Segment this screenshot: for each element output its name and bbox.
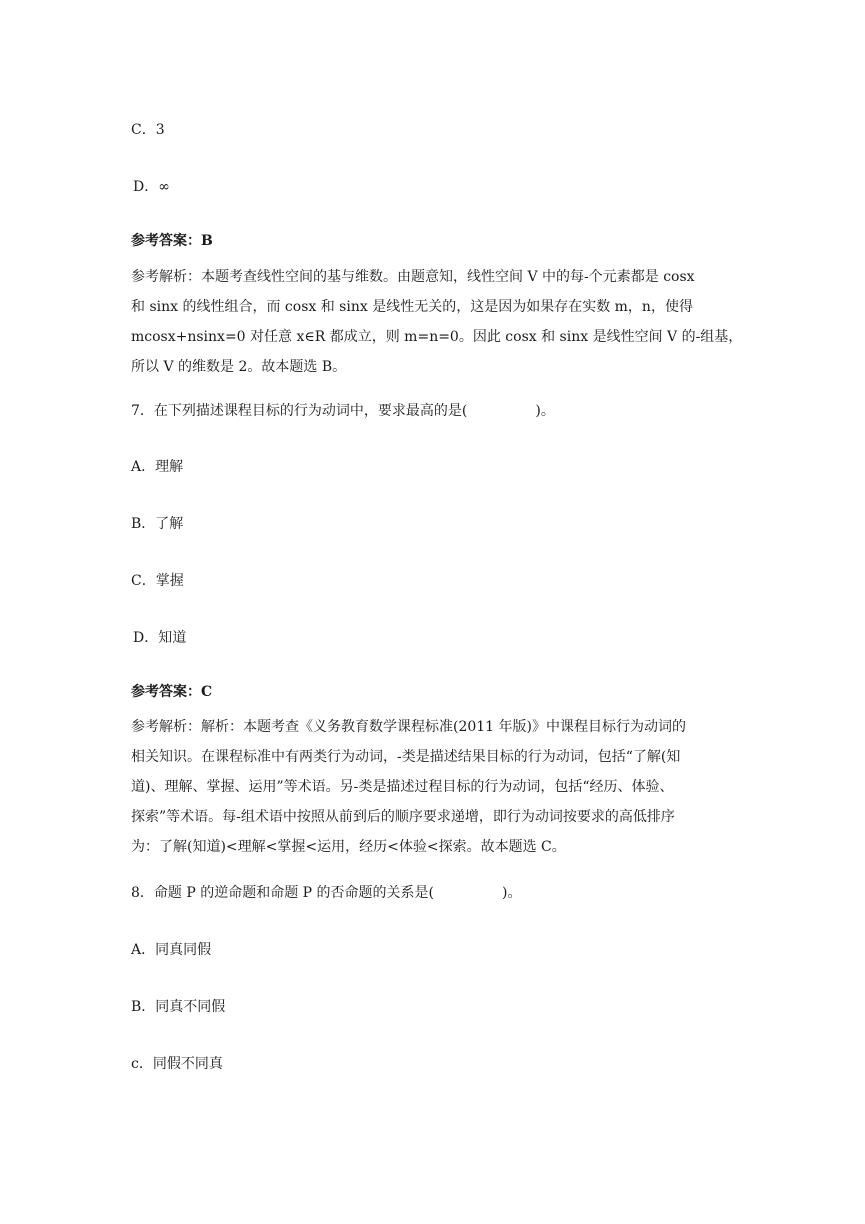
q7-analysis-line: 参考解析：解析：本题考查《义务教育数学课程标准(2011 年版)》中课程目标行为动词的 [131, 719, 687, 735]
q7-analysis-line: 相关知识。在课程标准中有两类行为动词，-类是描述结果目标的行为动词，包括“了解(知 [131, 749, 681, 765]
q6-analysis [131, 262, 743, 382]
q7-option-d: D．知道 [133, 630, 187, 646]
q6-analysis-line: 所以 V 的维数是 2。故本题选 B。 [131, 359, 347, 375]
q8-stem-text: 8．命题 P 的逆命题和命题 P 的否命题的关系是( [131, 885, 435, 901]
q7-option-c: C．掌握 [131, 573, 184, 589]
q8-option-a: A．同真同假 [131, 942, 212, 958]
q7-answer: 参考答案：C [131, 684, 213, 700]
q7-option-b: B．了解 [131, 516, 184, 532]
q7-analysis-line: 道)、理解、掌握、运用”等术语。另-类是描述过程目标的行为动词，包括“经历、体验、 [131, 779, 674, 795]
q8-stem [131, 883, 521, 903]
q8-stem-end: )。 [502, 885, 522, 901]
q7-stem-text: 7．在下列描述课程目标的行为动词中，要求最高的是( [131, 403, 468, 419]
q7-stem [131, 401, 555, 421]
q6-answer: 参考答案：B [131, 233, 213, 249]
q7-stem-end: )。 [535, 403, 555, 419]
q8-option-b: B．同真不同假 [131, 999, 226, 1015]
q7-option-a: A．理解 [131, 459, 184, 475]
q6-analysis-line: 参考解析：本题考查线性空间的基与维数。由题意知，线性空间 V 中的每-个元素都是 cosx [131, 269, 695, 285]
q6-analysis-line: mcosx+nsinx=0 对任意 x∈R 都成立，则 m=n=0。因此 cosx 和 sinx 是线性空间 V 的-组基， [131, 329, 743, 345]
q6-option-d: D．∞ [133, 179, 170, 195]
q7-analysis-line: 为：了解(知道)<理解<掌握<运用，经历<体验<探索。故本题选 C。 [131, 839, 566, 855]
q6-analysis-line: 和 sinx 的线性组合，而 cosx 和 sinx 是线性无关的，这是因为如果存在实数 m，n，使得 [131, 299, 693, 315]
q6-option-c: C．3 [131, 122, 165, 138]
q7-analysis [131, 712, 739, 862]
q7-analysis-line: 探索”等术语。每-组术语中按照从前到后的顺序要求递增，即行为动词按要求的高低排序 [131, 809, 675, 825]
q8-option-c: c．同假不同真 [131, 1056, 223, 1072]
